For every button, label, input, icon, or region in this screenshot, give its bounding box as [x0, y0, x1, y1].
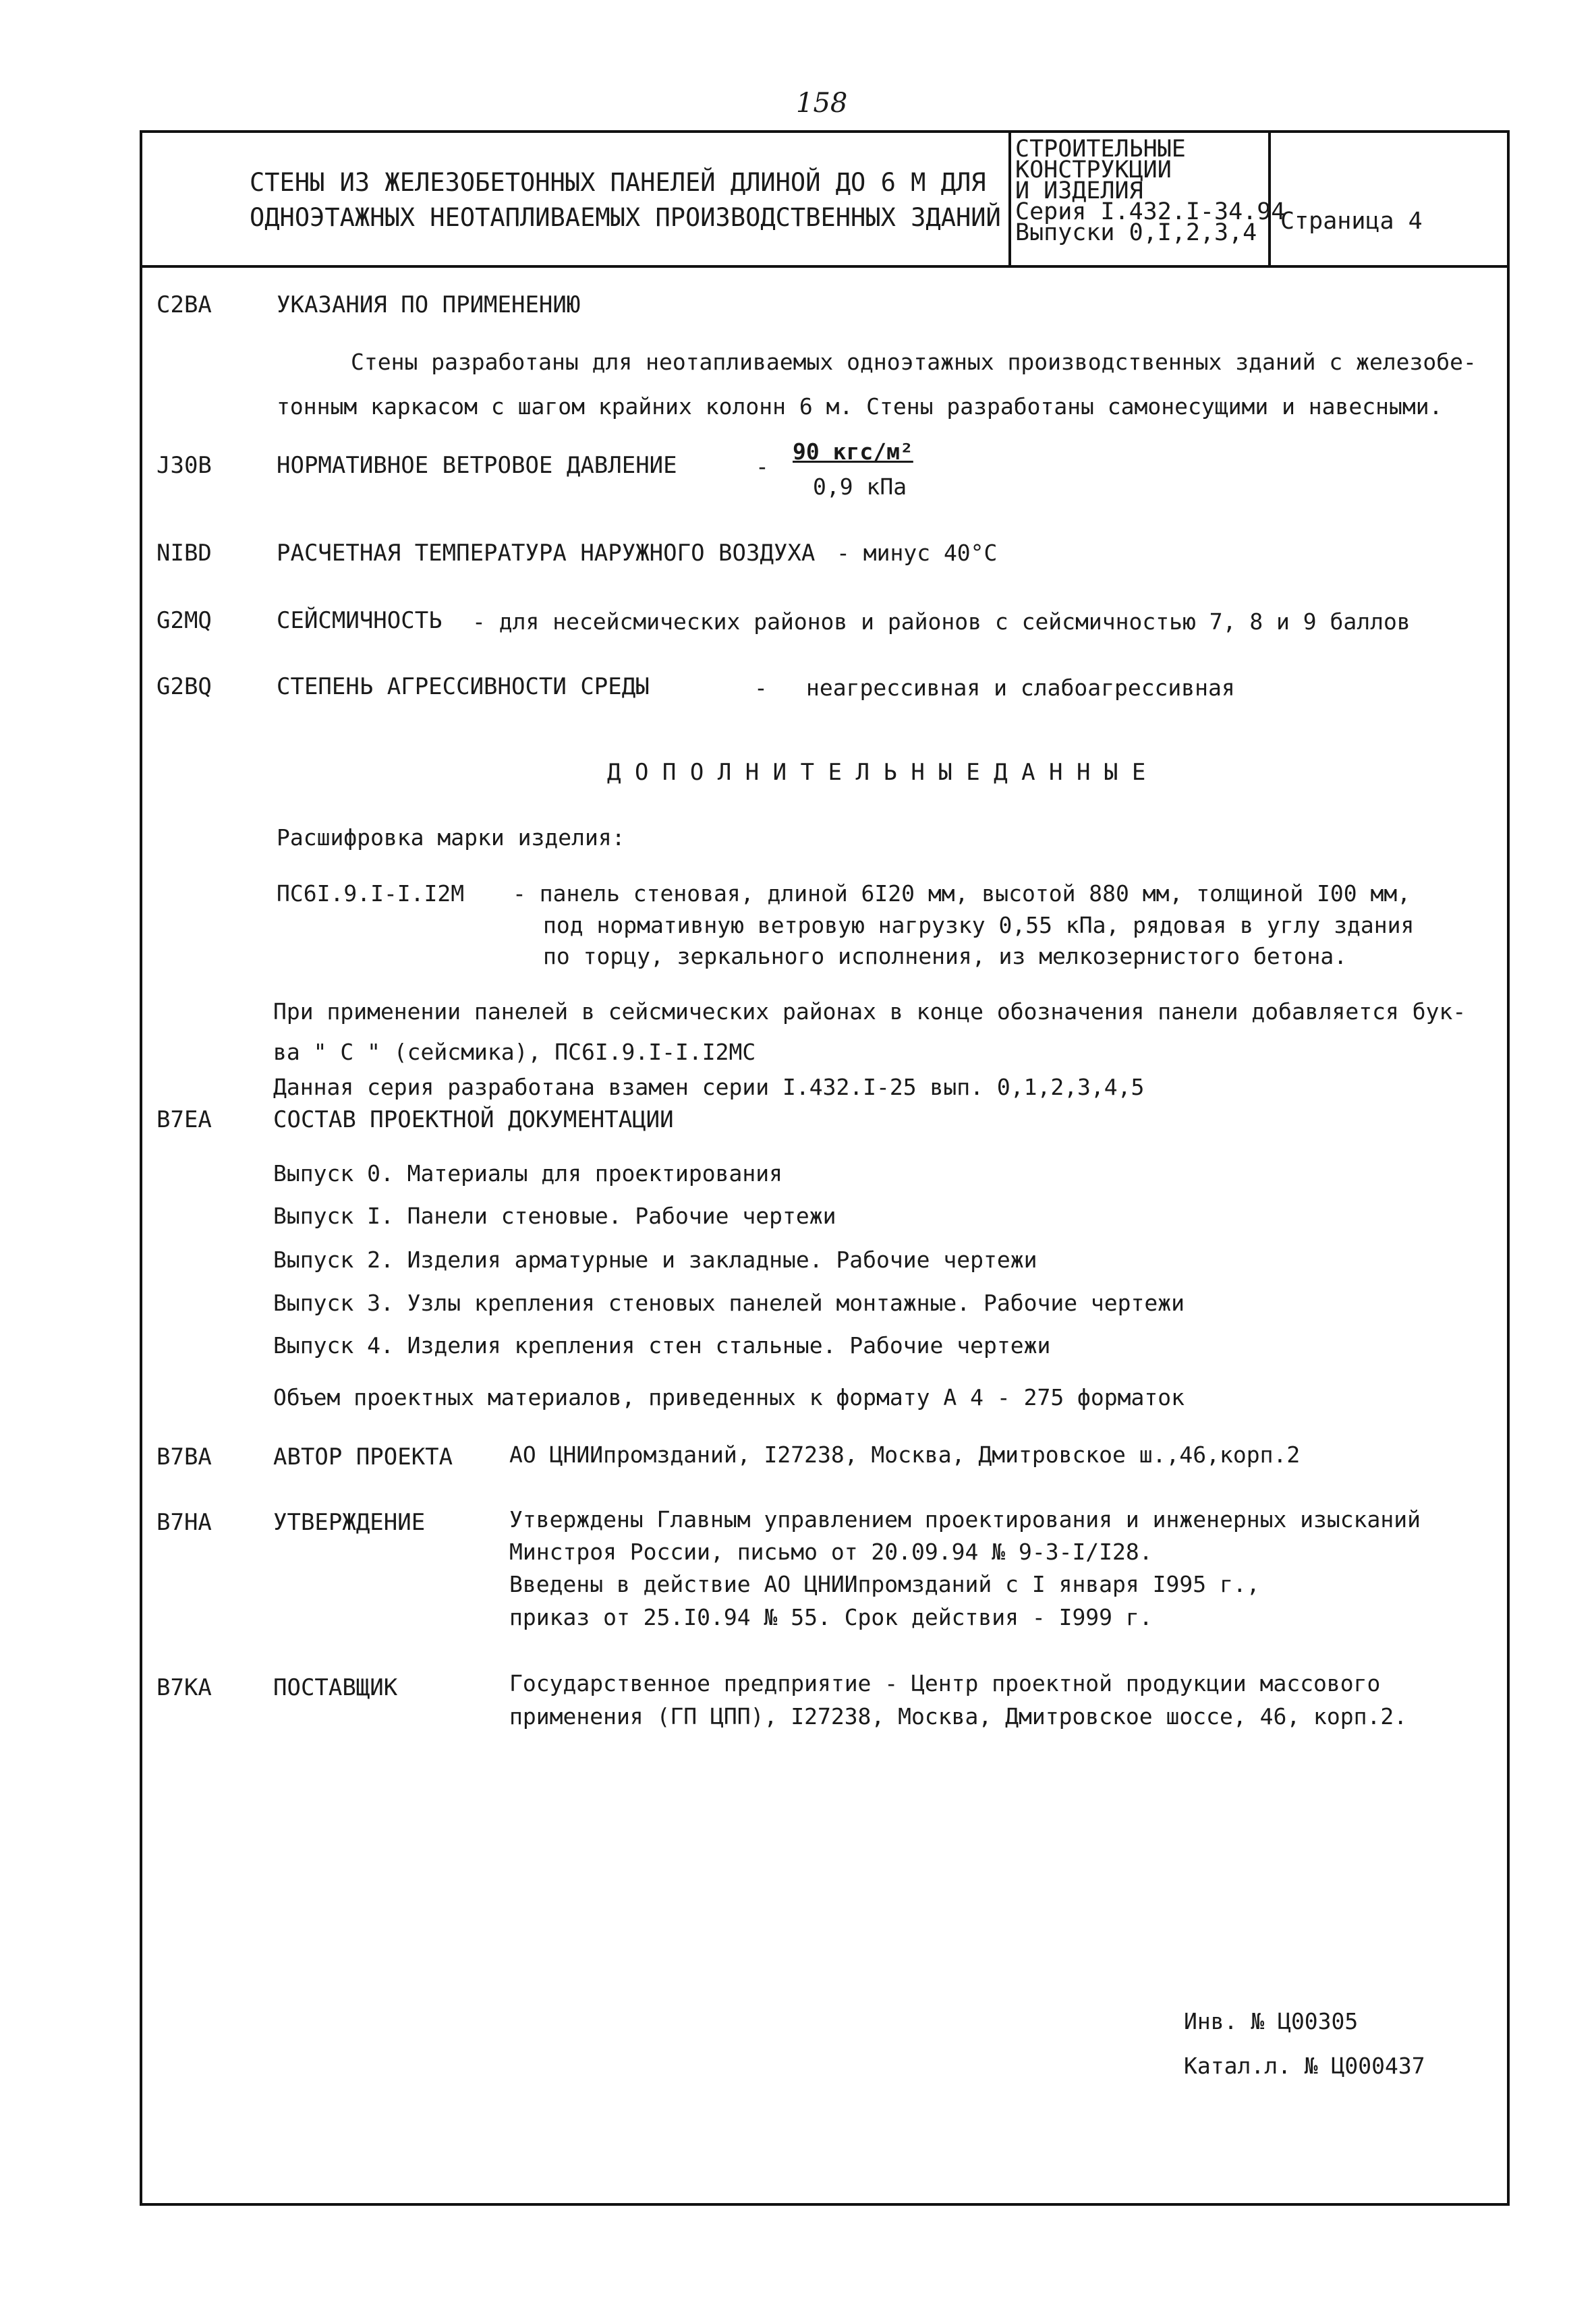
- issue-0: Выпуск 0. Материалы для проектирования: [273, 1160, 782, 1187]
- replaces-series: Данная серия разработана взамен серии I.432.I-25 вып. 0,1,2,3,4,5: [273, 1074, 1145, 1100]
- application-text-line2: тонным каркасом с шагом крайних колонн 6 м. Стены разработаны самонесущими и навесными.: [277, 393, 1443, 420]
- wind-label: НОРМАТИВНОЕ ВЕТРОВОЕ ДАВЛЕНИЕ: [277, 452, 677, 479]
- category-line1: СТРОИТЕЛЬНЫЕ: [1015, 136, 1186, 163]
- application-heading: УКАЗАНИЯ ПО ПРИМЕНЕНИЮ: [277, 291, 581, 318]
- seismic-note-line1: При применении панелей в сейсмических районах в конце обозначения панели добавляется бук-: [273, 998, 1466, 1025]
- aggressiveness-label: СТЕПЕНЬ АГРЕССИВНОСТИ СРЕДЫ: [277, 673, 650, 700]
- supplier-line2: применения (ГП ЦПП), I27238, Москва, Дмитровское шоссе, 46, корп.2.: [509, 1703, 1408, 1730]
- approval-line2: Минстроя России, письмо от 20.09.94 № 9-3-I/I28.: [509, 1539, 1153, 1565]
- temperature-value: - минус 40°С: [836, 540, 998, 566]
- approval-label: УТВЕРЖДЕНИЕ: [273, 1509, 426, 1536]
- code-b7ka: B7KA: [156, 1674, 212, 1701]
- author-label: АВТОР ПРОЕКТА: [273, 1444, 453, 1471]
- wind-dash: -: [756, 453, 769, 480]
- issue-1: Выпуск I. Панели стеновые. Рабочие чертежи: [273, 1203, 836, 1229]
- code-b7ea: B7EA: [156, 1106, 212, 1133]
- aggressiveness-value: неагрессивная и слабоагрессивная: [806, 675, 1235, 701]
- category-line2: КОНСТРУКЦИИ: [1015, 156, 1172, 183]
- temperature-label: РАСЧЕТНАЯ ТЕМПЕРАТУРА НАРУЖНОГО ВОЗДУХА: [277, 540, 816, 567]
- author-value: АО ЦНИИпромзданий, I27238, Москва, Дмитровское ш.,46,корп.2: [509, 1442, 1301, 1468]
- code-j30b: J30B: [156, 452, 212, 479]
- supplier-label: ПОСТАВЩИК: [273, 1674, 398, 1701]
- supplier-line1: Государственное предприятие - Центр проектной продукции массового: [509, 1670, 1381, 1696]
- issue-2: Выпуск 2. Изделия арматурные и закладные. Рабочие чертежи: [273, 1247, 1037, 1273]
- catalog-number: Катал.л. № Ц000437: [1184, 2053, 1425, 2079]
- code-b7ba: B7BA: [156, 1444, 212, 1471]
- issue-3: Выпуск 3. Узлы крепления стеновых панелей монтажные. Рабочие чертежи: [273, 1290, 1185, 1316]
- mark-desc-line1: - панель стеновая, длиной 6I20 мм, высотой 880 мм, толщиной I00 мм,: [513, 880, 1411, 907]
- approval-line4: приказ от 25.I0.94 № 55. Срок действия - I999 г.: [509, 1604, 1153, 1630]
- issues-label: Выпуски 0,I,2,3,4: [1015, 219, 1257, 246]
- aggressiveness-dash: -: [754, 675, 768, 701]
- page-label: Страница 4: [1280, 208, 1423, 235]
- decode-title: Расшифровка марки изделия:: [277, 824, 625, 851]
- header-divider-v1: [1008, 130, 1011, 266]
- mark-desc-line3: по торцу, зеркального исполнения, из мелкозернистого бетона.: [543, 943, 1348, 969]
- application-text-line1: Стены разработаны для неотапливаемых одноэтажных производственных зданий с железобе-: [351, 349, 1477, 375]
- composition-heading: СОСТАВ ПРОЕКТНОЙ ДОКУМЕНТАЦИИ: [273, 1106, 674, 1133]
- seismic-value: - для несейсмических районов и районов с сейсмичностью 7, 8 и 9 баллов: [472, 608, 1410, 635]
- inventory-number: Инв. № Ц00305: [1184, 2008, 1359, 2034]
- code-g2bq: G2BQ: [156, 673, 212, 700]
- page-number: 158: [796, 88, 848, 119]
- wind-value-kpa: 0,9 кПа: [813, 474, 907, 500]
- series-label: Серия I.432.I-34.94: [1015, 198, 1286, 225]
- code-c2ba: C2BA: [156, 291, 212, 318]
- mark-desc-line2: под нормативную ветровую нагрузку 0,55 кПа, рядовая в углу здания: [543, 912, 1415, 938]
- doc-title-line2: ОДНОЭТАЖНЫХ НЕОТАПЛИВАЕМЫХ ПРОИЗВОДСТВЕННЫХ ЗДАНИЙ: [250, 203, 1001, 232]
- header-divider: [140, 265, 1510, 268]
- code-nibd: NIBD: [156, 540, 212, 567]
- approval-line3: Введены в действие АО ЦНИИпромзданий с I января I995 г.,: [509, 1571, 1260, 1597]
- wind-value-kgs: 90 кгс/м²: [793, 438, 913, 465]
- seismic-label: СЕЙСМИЧНОСТЬ: [277, 607, 443, 634]
- product-mark: ПС6I.9.I-I.I2М: [277, 880, 465, 907]
- seismic-note-line2: ва " С " (сейсмика), ПС6I.9.I-I.I2МС: [273, 1039, 756, 1065]
- doc-title-line1: СТЕНЫ ИЗ ЖЕЛЕЗОБЕТОННЫХ ПАНЕЛЕЙ ДЛИНОЙ ДО 6 М ДЛЯ: [250, 168, 986, 197]
- code-g2mq: G2MQ: [156, 607, 212, 634]
- issue-4: Выпуск 4. Изделия крепления стен стальные. Рабочие чертежи: [273, 1332, 1051, 1359]
- additional-heading: Д О П О Л Н И Т Е Л Ь Н Ы Е Д А Н Н Ы Е: [607, 759, 1146, 786]
- volume-note: Объем проектных материалов, приведенных к формату А 4 - 275 форматок: [273, 1384, 1185, 1410]
- approval-line1: Утверждены Главным управлением проектирования и инженерных изысканий: [509, 1506, 1421, 1533]
- category-line3: И ИЗДЕЛИЯ: [1015, 177, 1143, 204]
- code-b7ha: B7HA: [156, 1509, 212, 1536]
